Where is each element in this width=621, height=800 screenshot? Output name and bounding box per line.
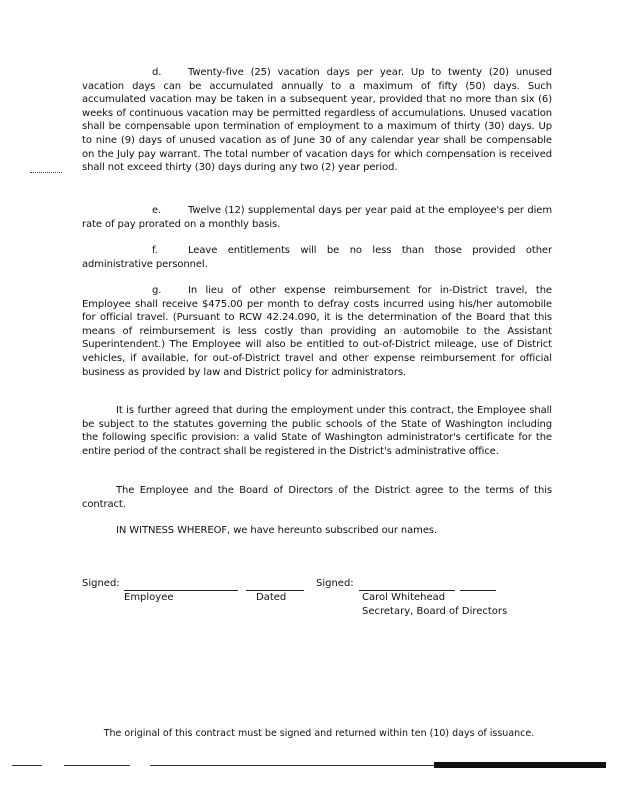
bottom-rule-segment xyxy=(12,765,42,766)
paragraph-e xyxy=(82,204,552,231)
secretary-title: Secretary, Board of Directors xyxy=(362,606,508,617)
paragraph-d xyxy=(82,66,552,175)
paragraph-g xyxy=(82,284,552,379)
paragraph-f-text: Leave entitlements will be no less than those provided other administrative personnel. xyxy=(82,245,552,270)
paragraph-further-text: It is further agreed that during the employment under this contract, the Employee shall be subject to the statutes governing the public schools of the State of Washington including the following specific provision: a valid State of Washington administrator's certificate for the entire period of the contract shall be registered in the District's administrative office. xyxy=(82,405,552,457)
paragraph-witness xyxy=(82,524,552,538)
bottom-rule-segment xyxy=(64,765,130,766)
paragraph-f-lead: f. xyxy=(152,245,158,256)
paragraph-e-text: Twelve (12) supplemental days per year paid at the employee's per diem rate of pay prorated on a monthly basis. xyxy=(82,205,552,230)
paragraph-g-lead: g. xyxy=(152,285,162,296)
margin-mark xyxy=(30,172,62,173)
paragraph-g-text: In lieu of other expense reimbursement for in-District travel, the Employee shall receive $475.00 per month to defray costs incurred using his/her automobile for official travel. (Pursuant to RCW 42.24.090, it is the determination of the Board that this means of reimbursement is less costly than providing an automobile to the Assistant Superintendent.) The Employee will also be entitled to out-of-District mileage, use of District vehicles, if available, for out-of-District travel and other expense reimbursement for official business as provided by law and District policy for administrators. xyxy=(82,285,552,378)
paragraph-witness-text: IN WITNESS WHEREOF, we have hereunto subscribed our names. xyxy=(116,525,438,536)
signed-right-label: Signed: xyxy=(316,578,354,589)
paragraph-f xyxy=(82,244,552,271)
paragraph-d-lead: d. xyxy=(152,67,162,78)
secretary-signature-line[interactable] xyxy=(359,590,455,591)
dated-label: Dated xyxy=(256,592,287,603)
paragraph-agreement xyxy=(82,484,552,511)
signed-left-label: Signed: xyxy=(82,578,120,589)
secretary-name: Carol Whitehead xyxy=(362,592,446,603)
paragraph-d-text: Twenty-five (25) vacation days per year. Up to twenty (20) unused vacation days can be accumulated annually to a maximum of fifty (50) days. Such accumulated vacation may be taken in a subsequent year, provided that no more than six (6) weeks of continuous vacation may be permitted regardless of accumulations. Unused vacation shall be compensable upon termination of employment to a maximum of thirty (30) days. Up to nine (9) days of unused vacation as of June 30 of any calendar year shall be compensable on the July pay warrant. The total number of vacation days for which compensation is received shall not exceed thirty (30) days during any two (2) year period. xyxy=(82,67,552,174)
bottom-rule-bar xyxy=(434,762,606,768)
employee-signature-line[interactable] xyxy=(124,590,238,591)
bottom-rule-segment xyxy=(150,765,434,766)
employee-label: Employee xyxy=(124,592,174,603)
footer-note: The original of this contract must be signed and returned within ten (10) days of issuance. xyxy=(103,728,535,739)
secretary-date-line[interactable] xyxy=(460,590,496,591)
date-line[interactable] xyxy=(246,590,304,591)
paragraph-further-agreed xyxy=(82,404,552,458)
paragraph-agreement-text: The Employee and the Board of Directors of the District agree to the terms of this contract. xyxy=(82,485,552,510)
paragraph-e-lead: e. xyxy=(152,205,162,216)
